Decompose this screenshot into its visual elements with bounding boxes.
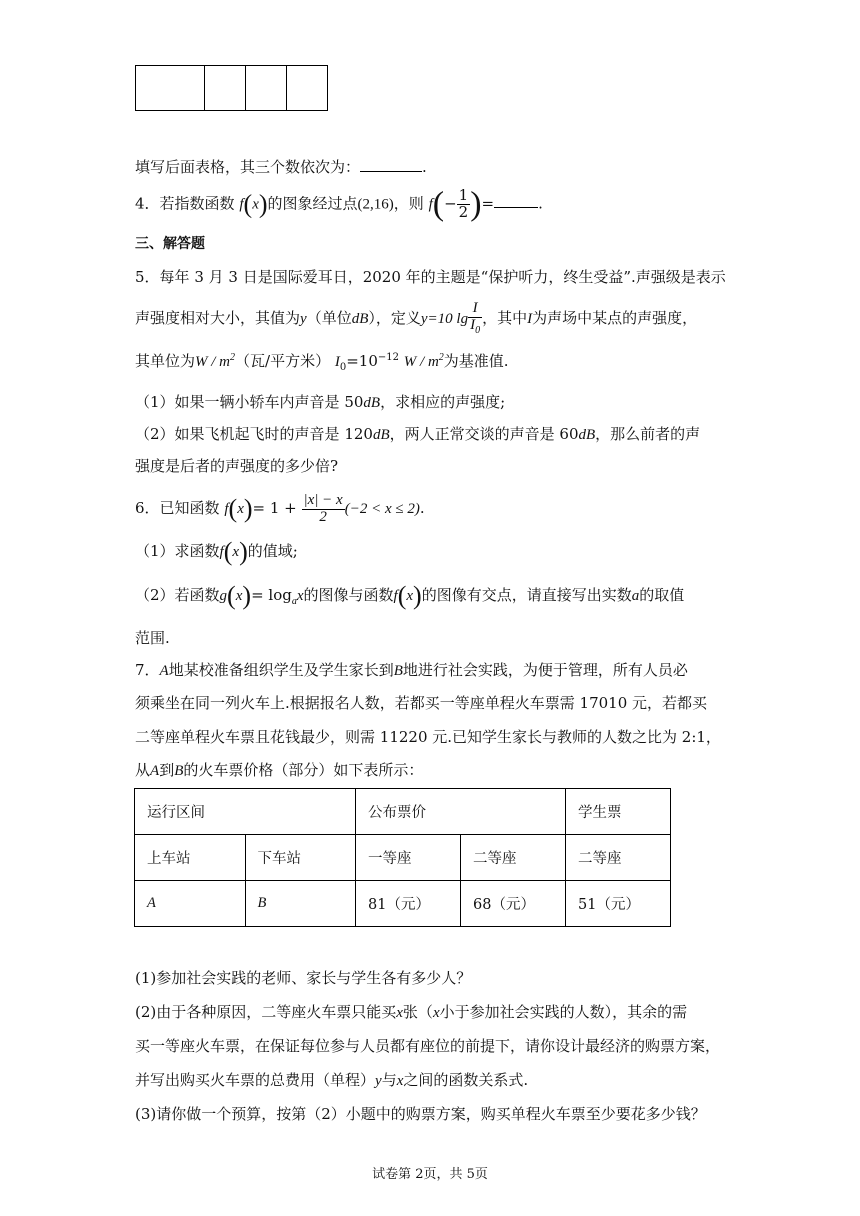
page-footer: 试卷第 2页，共 5页	[372, 1167, 488, 1182]
unit-db: dB	[363, 395, 381, 411]
q5-text: ），定义	[368, 309, 421, 327]
function-f: f	[219, 544, 224, 560]
place-b: B	[174, 763, 184, 779]
q5-text: ，求相应的声强度;	[380, 393, 506, 411]
place-a: A	[150, 763, 160, 779]
var-i: I	[527, 311, 533, 327]
unit-text: W / m	[403, 354, 439, 370]
q5-line1	[135, 266, 726, 287]
table-cell: A	[135, 881, 246, 927]
section-title: 三、解答题	[135, 236, 205, 252]
q6-text: 的取值	[639, 586, 685, 604]
q4-text: 的图象经过点	[267, 194, 358, 213]
function-f: f	[393, 588, 398, 604]
function-f: f	[428, 196, 433, 213]
q3-fill-line: 填写后面表格，其三个数依次为： .	[135, 158, 427, 176]
table-header: 学生票	[566, 789, 671, 835]
table-cell: 68（元）	[461, 881, 566, 927]
q7-text: (2)由于各种原因，二等座火车票只能买	[135, 1003, 397, 1021]
equals: =10	[346, 352, 378, 370]
q5-sub2-cont: 强度是后者的声强度的多少倍?	[135, 457, 339, 475]
q7-line2: 须乘坐在同一列火车上.根据报名人数，若都买一等座单程火车票需 17010 元，若都买	[135, 694, 708, 712]
q5-text: ，那么前者的声	[595, 425, 701, 443]
q7-part3: (3)请你做一个预算，按第（2）小题中的购票方案，购买单程火车票至少要花多少钱？	[135, 1105, 706, 1123]
q7-part2-line2: 买一等座火车票，在保证每位参与人员都有座位的前提下，请你设计最经济的购票方案，	[135, 1037, 721, 1055]
equals: =	[481, 194, 495, 213]
var-x: x	[237, 501, 244, 517]
domain: (−2 < x ≤ 2)	[344, 501, 420, 517]
q7-text: 到	[159, 761, 175, 779]
unit-db: dB	[372, 427, 390, 443]
table-header: 公布票价	[356, 789, 566, 835]
q6-text: （1）求函数	[135, 542, 220, 560]
frac-den: 2	[458, 202, 469, 221]
formula: y=10 lg	[420, 311, 469, 327]
var-x: x	[396, 1073, 404, 1089]
q7-line3: 二等座单程火车票且花钱最少，则需 11220 元.已知学生家长与教师的人数之比为 2:1，	[135, 728, 721, 746]
var-x: x	[252, 196, 259, 213]
q5-sub1	[135, 391, 505, 412]
period: .	[419, 499, 425, 517]
q4-line: 4．若指数函数 f(x)的图象经过点(2,16)，则 f(− $\frac{1}{2}$ )= .	[135, 185, 543, 223]
var-i: I	[334, 354, 340, 370]
table-row	[135, 789, 671, 835]
frac-num: I	[468, 301, 482, 318]
table-cell: 下车站	[245, 835, 356, 881]
fraction	[302, 493, 345, 526]
answer-cell	[287, 66, 328, 111]
q6-text: 的值域;	[247, 542, 298, 560]
q5-line2	[135, 298, 697, 338]
frac-den	[468, 318, 482, 337]
var-y: y	[300, 311, 307, 327]
table-cell: B	[245, 881, 356, 927]
var-x: x	[235, 588, 243, 604]
table-row	[135, 881, 671, 927]
question-number: 4．	[135, 194, 160, 213]
table-cell: 一等座	[356, 835, 461, 881]
q7-text: 张（	[402, 1003, 433, 1021]
q7-text: 从	[135, 761, 151, 779]
q7-part2	[135, 1001, 687, 1022]
q6-text: 已知函数	[159, 499, 220, 517]
function-f: f	[224, 501, 229, 517]
question-number: 7．	[135, 661, 160, 679]
fraction	[468, 301, 482, 336]
q6-text: 的图像与函数	[303, 586, 394, 604]
q5-sub2	[135, 423, 700, 444]
fraction	[457, 188, 471, 221]
subscript: a	[291, 596, 297, 607]
q4-text: ，则	[393, 194, 424, 213]
unit	[404, 354, 444, 370]
unit-text: W / m	[195, 354, 231, 370]
answer-blank	[360, 171, 422, 172]
table-cell: 二等座	[461, 835, 566, 881]
table-row	[135, 835, 671, 881]
q7-part1: (1)参加社会实践的老师、家长与学生各有多少人？	[135, 969, 472, 987]
table-header: 运行区间	[135, 789, 356, 835]
var-i: I	[470, 317, 476, 334]
q6-sub2-cont: 范围.	[135, 629, 170, 647]
frac-num: 1	[458, 186, 469, 204]
superscript: 2	[230, 352, 236, 363]
q7-text: 的火车票价格（部分）如下表所示：	[183, 761, 424, 779]
answer-blank	[494, 207, 538, 208]
table-cell: 51（元）	[566, 881, 671, 927]
place-b: B	[393, 663, 403, 679]
question-number: 6．	[135, 499, 160, 517]
q7-part2-line3	[135, 1069, 528, 1090]
minus: −	[444, 194, 457, 213]
subscript: 0	[475, 325, 481, 337]
var-x: x	[296, 588, 304, 604]
q7-text: 地某校准备组织学生及学生家长到	[168, 661, 394, 679]
q5-text: 每年 3 月 3 日是国际爱耳日，2020 年的主题是“保护听力，终生受益”.声强级是表示	[159, 268, 726, 286]
q5-text: （单位	[306, 309, 352, 327]
superscript: −12	[377, 352, 399, 363]
q7-text: 小于参加社会实践的人数），其余的需	[439, 1003, 688, 1021]
unit	[195, 354, 235, 370]
question-number: 5．	[135, 268, 160, 286]
q5-text: 为声场中某点的声强度，	[532, 309, 698, 327]
q7-line1	[135, 659, 688, 680]
superscript: 2	[438, 352, 444, 363]
var-y: y	[375, 1073, 382, 1089]
q6-line: 6．已知函数 f(x)= 1 + $\frac{|x| - x}{2}$ (−2 < x ≤ 2).	[135, 491, 425, 525]
q6-text: （2）若函数	[135, 586, 220, 604]
q7-line4	[135, 759, 423, 780]
q5-text: 其单位为	[135, 352, 196, 370]
q5-text: ，两人正常交谈的声音是 60	[389, 425, 579, 443]
answer-cell	[246, 66, 287, 111]
table-cell: 81（元）	[356, 881, 461, 927]
q5-text: （1）如果一辆小轿车内声音是 50	[135, 393, 364, 411]
var-x: x	[406, 588, 414, 604]
q7-text: 地进行社会实践，为便于管理，所有人员必	[402, 661, 688, 679]
function-g: g	[219, 588, 228, 604]
log: = log	[251, 586, 292, 604]
q5-line3	[135, 350, 509, 373]
q6-sub2: （2）若函数$g(x)= \log_ax$的图像与函数f(x)的图像有交点，请直接写出实数a的取值	[135, 581, 685, 610]
point: (2,16)	[357, 196, 394, 213]
q7-text: 与	[381, 1071, 397, 1089]
var-a: a	[631, 588, 640, 604]
answer-table	[135, 65, 328, 111]
q6-text: 的图像有交点，请直接写出实数	[421, 586, 632, 604]
equals: = 1 +	[252, 499, 297, 517]
q5-text: （2）如果飞机起飞时的声音是 120	[135, 425, 373, 443]
q3-text: 填写后面表格，其三个数依次为：	[135, 158, 361, 176]
function-f: f	[239, 196, 244, 213]
q5-text: 为基准值.	[443, 352, 509, 370]
answer-cell	[136, 66, 205, 111]
place-a: A	[159, 663, 169, 679]
q7-text: 之间的函数关系式.	[403, 1071, 529, 1089]
var-x: x	[432, 1005, 440, 1021]
unit-db: dB	[578, 427, 596, 443]
unit-db: dB	[351, 311, 369, 327]
frac-den: 2	[319, 508, 327, 525]
var-x: x	[396, 1005, 403, 1021]
q5-text: （瓦/平方米）	[235, 352, 331, 370]
subscript: 0	[339, 362, 347, 373]
ticket-price-table	[134, 788, 671, 927]
q7-text: 并写出购买火车票的总费用（单程）	[135, 1071, 376, 1089]
answer-cell	[205, 66, 246, 111]
q4-text: 若指数函数	[159, 194, 235, 213]
var-x: x	[232, 544, 240, 560]
frac-num: |x| − x	[303, 491, 343, 508]
table-cell: 上车站	[135, 835, 246, 881]
q5-text: ，其中	[482, 309, 528, 327]
table-cell: 二等座	[566, 835, 671, 881]
q5-text: 声强度相对大小，其值为	[135, 309, 301, 327]
q6-sub1: （1）求函数f(x)的值域;	[135, 537, 298, 566]
